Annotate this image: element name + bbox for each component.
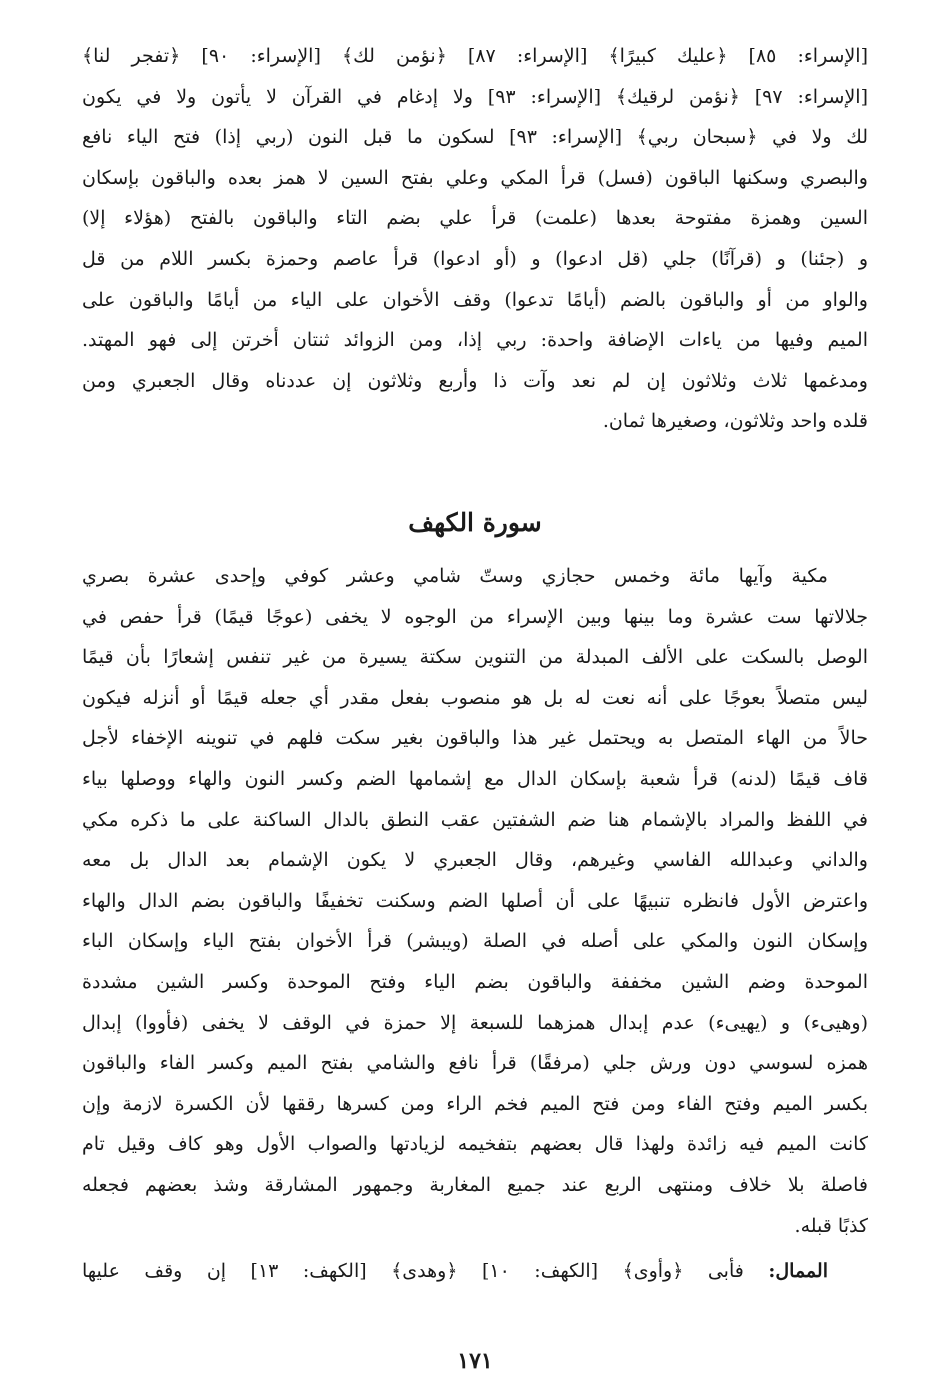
- text-line: [الإسراء: ٩٧] ﴿نؤمن لرقيك﴾ [الإسراء: ٩٣] ولا إدغام في القرآن لا يأتون ولا في يكون: [82, 85, 868, 108]
- text-line: الميم وفيها من ياءات الإضافة واحدة: ربي إذا، ومن الزوائد ثنتان أخرتن إلى فهو المهتد.: [82, 329, 868, 352]
- page: [82, 36, 868, 1374]
- main-paragraph: [82, 556, 868, 1246]
- mumal-line: [82, 1251, 868, 1292]
- text-line: الموحدة وضم الشين مخففة والباقون بضم الياء وفتح الموحدة وكسر الشين مشددة: [82, 970, 868, 993]
- text-line: واعترض الأول فانظره تنبيهًا على أن أصلها الضم وسكنت تخفيفًا والباقون بضم الدال والهاء: [82, 889, 868, 912]
- text-line: الوصل بالسكت على الألف المبدلة من التنوين سكتة يسيرة من غير تنفس إشعارًا بأن قيمًا: [82, 646, 868, 669]
- text-line: حالاً من الهاء المتصل به ويحتمل غير هذا والباقون بغير سكت فلهم في تنوينه الإخفاء لأجل: [82, 727, 868, 750]
- text-line: قاف قيمًا (لدنه) قرأ شعبة بإسكان الدال مع إشمامها الضم وكسر النون والهاء ووصلها بياء: [82, 767, 868, 790]
- text-line: ليس متصلاً بعوجًا على أنه نعت له بل هو منصوب بفعل مقدر أي جعله قيمًا أو أنزله فيكون: [82, 686, 868, 709]
- text-line: قلده واحد وثلاثون، وصغيرها ثمان.: [602, 410, 868, 433]
- text-line: همزه لسوسي دون ورش جلي (مرفقًا) قرأ نافع والشامي بفتح الميم وكسر الفاء والباقون: [82, 1052, 868, 1075]
- page-number: ١٧١: [457, 1348, 493, 1374]
- text-line: والداني وعبدالله الفاسي وغيرهم، وقال الجعبري لا يكون الإشمام بعد الدال بل معه: [82, 849, 868, 872]
- text-line: [الإسراء: ٨٥] ﴿عليك كبيرًا﴾ [الإسراء: ٨٧] ﴿نؤمن لك﴾ [الإسراء: ٩٠] ﴿تفجر لنا﴾: [82, 45, 868, 67]
- text-line: لك ولا في ﴿سبحان ربي﴾ [الإسراء: ٩٣] لسكون ما قبل النون (ربي إذا) فتح الياء نافع: [82, 126, 868, 149]
- mumal-text: فأبى ﴿وأوى﴾ [الكهف: ١٠] ﴿وهدى﴾ [الكهف: ١٣] إن وقف عليها: [82, 1260, 744, 1282]
- text-line: والواو من أو والباقون بالضم (أيامًا تدعوا) وقف الأخوان على الياء من أيامًا والباقون على: [82, 288, 868, 311]
- text-line: السين وهمزة مفتوحة بعدها (علمت) قرأ علي بضم التاء والباقون بالفتح (هؤلاء إلا): [82, 207, 868, 230]
- text-line: ومدغمها ثلاث وثلاثون إن لم نعد وآت ذا وأربع وثلاثون إن عددناه وقال الجعبري ومن: [82, 369, 868, 392]
- text-line: وإسكان النون والمكي على أصله في الصلة (ويبشر) قرأ الأخوان بفتح الياء وإسكان الباء: [82, 930, 868, 953]
- text-line: والبصري وسكنها الباقون (فسل) قرأ المكي وعلي بفتح السين لا همز بعده والباقون بإسكان: [82, 166, 868, 189]
- top-paragraph: [82, 36, 868, 442]
- text-line: فاصلة بلا خلاف ومنتهى الربع عند جميع المغاربة وجمهور المشارقة وشذ بعضهم فجعله: [82, 1173, 868, 1196]
- text-line: و (جئنا) و (قرآنًا) جلي (قل ادعوا) و (أو ادعوا) قرأ عاصم وحمزة بكسر اللام من قل: [82, 247, 868, 270]
- surah-title: سورة الكهف: [408, 508, 542, 537]
- text-line: بكسر الميم وفتح الفاء ومن فتح الميم فخم الراء ومن كسرها رققها لأن الكسرة لازمة وإن: [82, 1092, 868, 1115]
- text-line: كانت الميم فيه زائدة ولهذا قال بعضهم بتفخيمه لزيادتها والصواب الأول وهو كاف وقيل تام: [82, 1133, 868, 1156]
- text-line: كذبًا قبله.: [794, 1214, 868, 1237]
- text-line: في اللفظ والمراد بالإشمام هنا ضم الشفتين عقب النطق بالدال الساكنة على ما ذكره مكي: [82, 808, 868, 831]
- mumal-label: الممال:: [768, 1260, 828, 1282]
- text-line: مكية وآيها مائة وخمس حجازي وستّ شامي وعشر كوفي وإحدى عشرة بصري: [82, 565, 828, 587]
- text-line: (وهيىء) و (يهيىء) عدم إبدال همزهما للسبعة إلا حمزة في الوقف لا يخفى (فأووا) إبدال: [82, 1011, 868, 1034]
- text-line: جلالاتها ست عشرة وما بينها وبين الإسراء من الوجوه لا يخفى (عوجًا قيمًا) قرأ حفص في: [82, 605, 868, 628]
